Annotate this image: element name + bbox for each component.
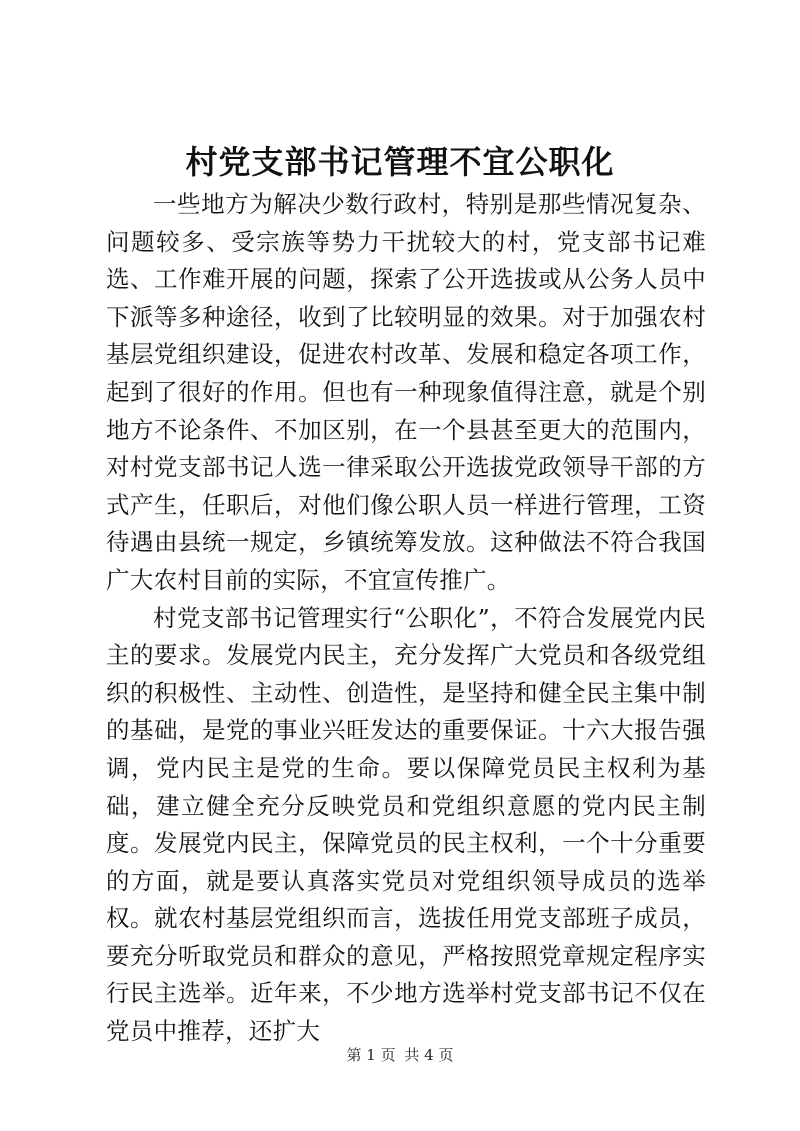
page-number: 第 1 页 [346, 1046, 396, 1064]
document-title: 村党支部书记管理不宜公职化 [185, 143, 615, 181]
document-body [106, 186, 706, 1051]
page-total: 共 4 页 [404, 1046, 454, 1064]
paragraph-2: 村党支部书记管理实行“公职化”，不符合发展党内民主的要求。发展党内民主，充分发挥广大党员和各级党组织的积极性、主动性、创造性，是坚持和健全民主集中制的基础，是党的事业兴旺发达的重要保证。十六大报告强调，党内民主是党的生命。要以保障党员民主权利为基础，建立健全充分反映党员和党组织意愿的党内民主制度。发展党内民主，保障党员的民主权利，一个十分重要的方面，就是要认真落实党员对党组织领导成员的选举权。就农村基层党组织而言，选拔任用党支部班子成员，要充分听取党员和群众的意见，严格按照党章规定程序实行民主选举。近年来，不少地方选举村党支部书记不仅在党员中推荐，还扩大 [106, 603, 706, 1046]
paragraph-1: 一些地方为解决少数行政村，特别是那些情况复杂、问题较多、受宗族等势力干扰较大的村，党支部书记难选、工作难开展的问题，探索了公开选拔或从公务人员中下派等多种途径，收到了比较明显的效果。对于加强农村基层党组织建设，促进农村改革、发展和稳定各项工作，起到了很好的作用。但也有一种现象值得注意，就是个别地方不论条件、不加区别，在一个县甚至更大的范围内，对村党支部书记人选一律采取公开选拔党政领导干部的方式产生，任职后，对他们像公职人员一样进行管理，工资待遇由县统一规定，乡镇统筹发放。这种做法不符合我国广大农村目前的实际，不宜宣传推广。 [106, 190, 706, 594]
page-footer [0, 1045, 800, 1065]
